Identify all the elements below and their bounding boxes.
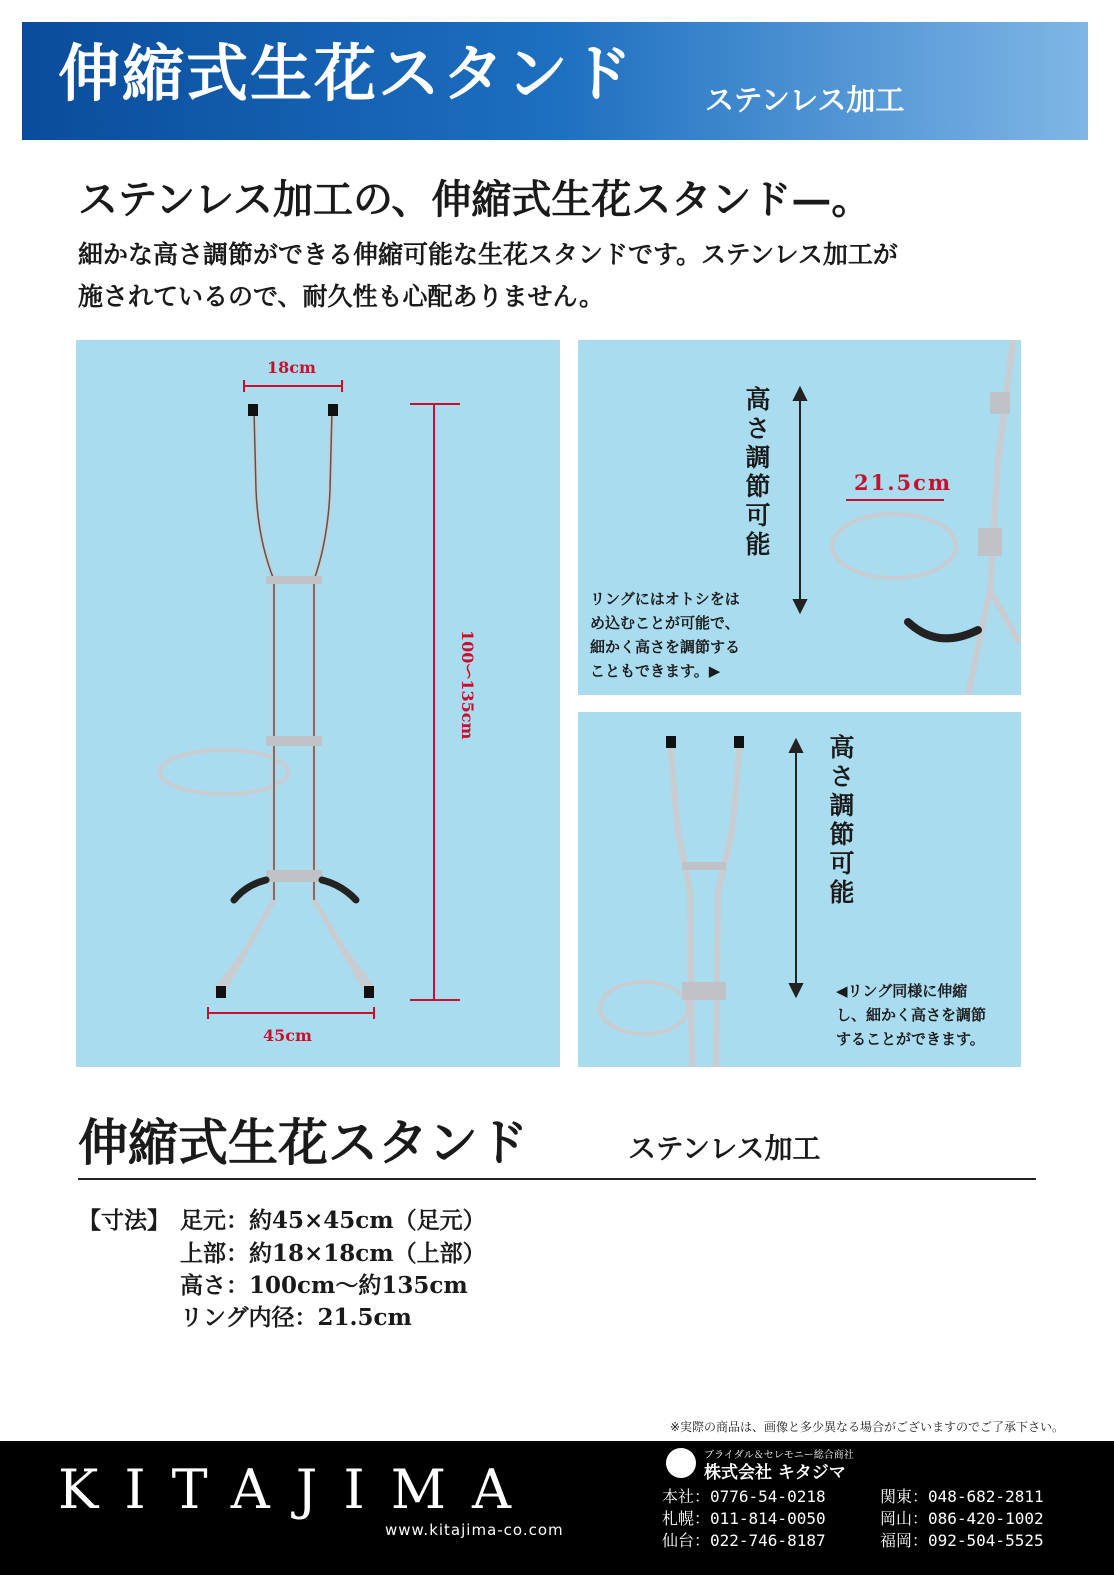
spec-label: 【寸法】 [78, 1207, 170, 1234]
header-title: 伸縮式生花スタンド [58, 37, 635, 110]
ring-height-adjust-label: 高さ調節可能 [742, 386, 771, 560]
upper-note-line: ◀リング同様に伸縮 [836, 982, 968, 1000]
website-link[interactable]: www.kitajima-co.com [385, 1521, 564, 1539]
intro-headline: ステンレス加工の、伸縮式生花スタンド—。 [78, 176, 872, 223]
top-width-label: 18cm [267, 358, 316, 377]
ring-note [590, 587, 740, 683]
stand-illustration [76, 340, 560, 1067]
upper-detail-photo [578, 712, 1021, 1067]
ring-note-line: リングにはオトシをは [590, 590, 740, 608]
office-phone: 関東：048-682-2811 [880, 1487, 1044, 1506]
upper-note-line: することができます。 [836, 1030, 985, 1048]
ring-note-line: 細かく高さを調節する [590, 638, 741, 656]
intro-line-2: 施されているので、耐久性も心配ありません。 [78, 282, 605, 311]
ring-detail-photo [578, 340, 1021, 695]
office-phone: 札幌：011-814-0050 [662, 1509, 826, 1528]
company-name: 株式会社 キタジマ [704, 1463, 846, 1483]
product-title: 伸縮式生花スタンド [78, 1113, 528, 1172]
spec-item: 高さ：100cm〜約135cm [180, 1272, 468, 1299]
height-range-label: 100〜135cm [458, 630, 477, 740]
ring-size-label: 21.5cm [854, 470, 953, 495]
product-subtitle: ステンレス加工 [628, 1132, 821, 1165]
upper-note-line: し、細かく高さを調節 [836, 1006, 987, 1024]
brand-wordmark: KITAJIMA [58, 1458, 538, 1521]
office-phone: 福岡：092-504-5525 [880, 1531, 1044, 1550]
upper-height-adjust-label: 高さ調節可能 [826, 734, 855, 908]
office-phone: 岡山：086-420-1002 [880, 1509, 1044, 1528]
spec-item: 足元：約45×45cm（足元） [180, 1207, 486, 1234]
company-logo-icon [666, 1448, 696, 1478]
intro-line-1: 細かな高さ調節ができる伸縮可能な生花スタンドです。ステンレス加工が [78, 240, 898, 269]
company-tagline: ブライダル＆セレモニー総合商社 [704, 1450, 854, 1461]
upper-note [836, 979, 986, 1051]
base-width-label: 45cm [263, 1026, 312, 1045]
spec-item: 上部：約18×18cm（上部） [180, 1240, 486, 1267]
spec-item: リング内径：21.5cm [180, 1304, 412, 1331]
disclaimer: ※実際の商品は、画像と多少異なる場合がございますのでご了承下さい。 [670, 1420, 1065, 1434]
title-divider [78, 1178, 1036, 1180]
main-product-photo [76, 340, 560, 1067]
header-subtitle: ステンレス加工 [705, 83, 905, 117]
office-phone: 仙台：022-746-8187 [662, 1531, 826, 1550]
office-phone: 本社：0776-54-0218 [662, 1487, 826, 1506]
ring-note-line: め込むことが可能で、 [590, 614, 740, 632]
ring-note-line: こともできます。▶ [590, 662, 721, 680]
